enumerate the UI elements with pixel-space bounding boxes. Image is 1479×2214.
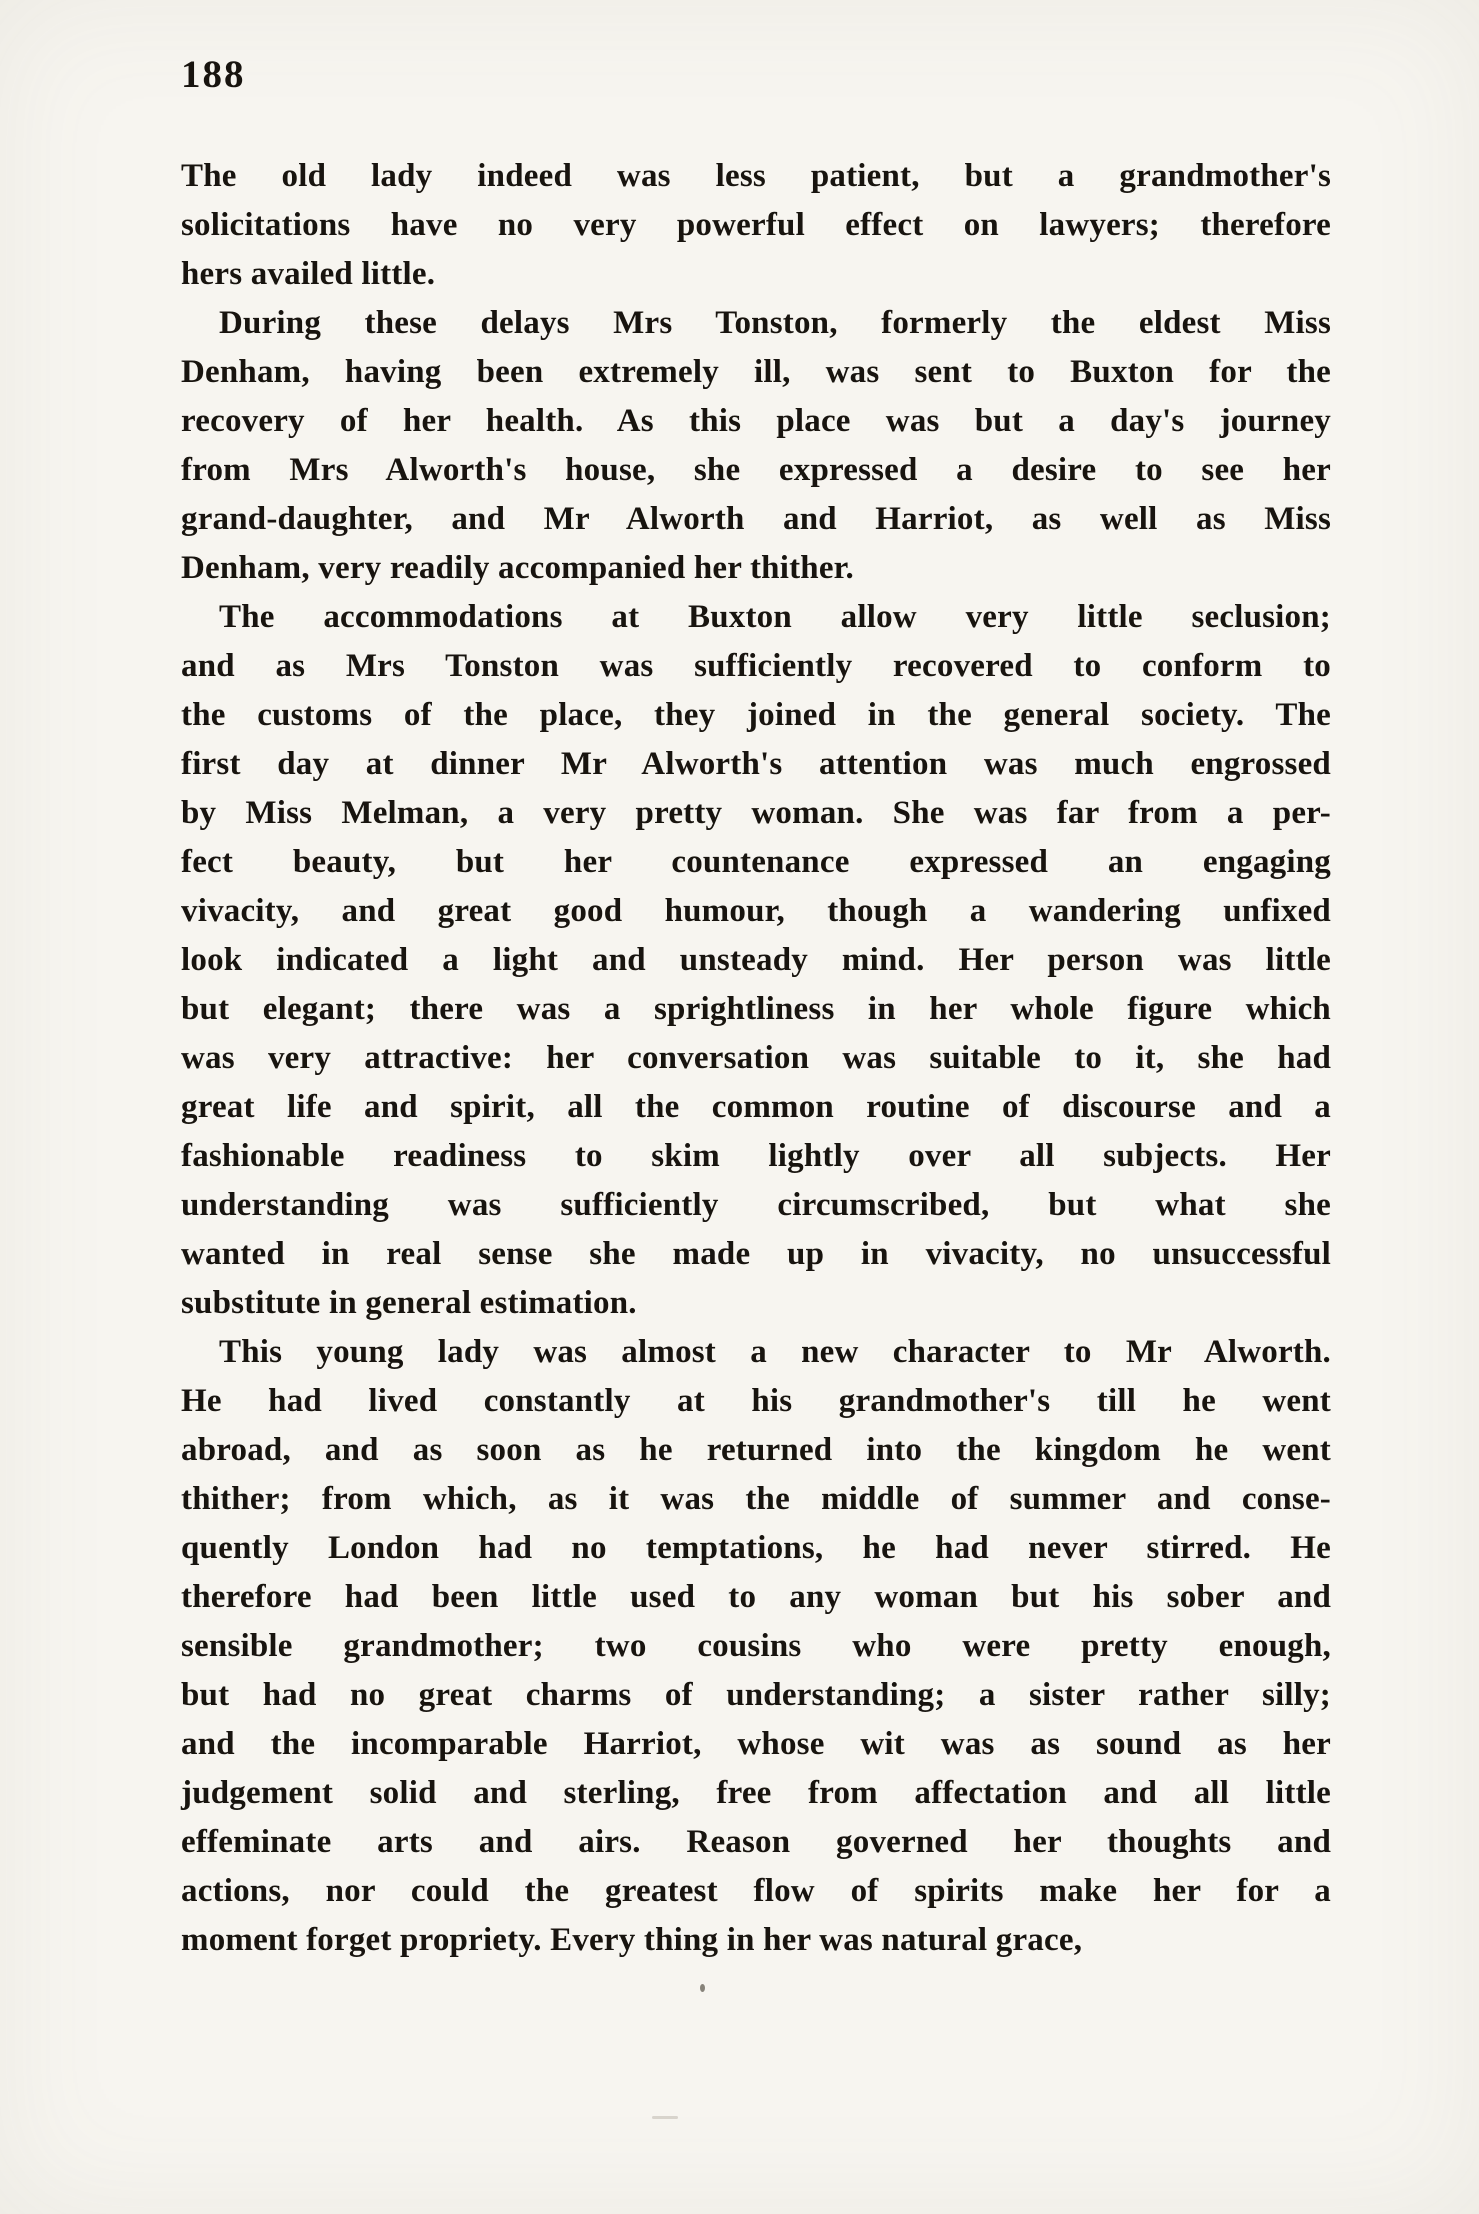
text-line: recovery of her health. As this place was but a day's journey	[181, 403, 1331, 439]
text-line: hers availed little.	[181, 256, 436, 292]
text-line: judgement solid and sterling, free from affectation and all little	[181, 1775, 1331, 1811]
scan-artifact-smudge	[652, 2116, 678, 2119]
body-text	[181, 152, 1331, 1965]
paragraph	[181, 152, 1331, 299]
text-line: actions, nor could the greatest flow of spirits make her for a	[181, 1873, 1331, 1909]
text-line: thither; from which, as it was the middle of summer and conse-	[181, 1481, 1331, 1517]
text-line: solicitations have no very powerful effect on lawyers; therefore	[181, 207, 1331, 243]
text-line: but elegant; there was a sprightliness in her whole figure which	[181, 991, 1331, 1027]
text-line: Denham, very readily accompanied her thither.	[181, 550, 854, 586]
text-line: look indicated a light and unsteady mind. Her person was little	[181, 942, 1331, 978]
text-line: the customs of the place, they joined in the general society. The	[181, 697, 1331, 733]
text-line: abroad, and as soon as he returned into the kingdom he went	[181, 1432, 1331, 1468]
text-line: grand-daughter, and Mr Alworth and Harriot, as well as Miss	[181, 501, 1331, 537]
text-line: The old lady indeed was less patient, but a grandmother's	[181, 158, 1331, 194]
paragraph	[181, 593, 1331, 1328]
text-line: substitute in general estimation.	[181, 1285, 637, 1321]
text-line: and the incomparable Harriot, whose wit was as sound as her	[181, 1726, 1331, 1762]
text-line: fect beauty, but her countenance expressed an engaging	[181, 844, 1331, 880]
page-number: 188	[181, 53, 246, 96]
text-line: The accommodations at Buxton allow very little seclusion;	[219, 599, 1331, 635]
text-line: from Mrs Alworth's house, she expressed a desire to see her	[181, 452, 1331, 488]
text-line: therefore had been little used to any woman but his sober and	[181, 1579, 1331, 1615]
text-line: Denham, having been extremely ill, was sent to Buxton for the	[181, 354, 1331, 390]
scan-artifact-dot	[700, 1984, 705, 1992]
text-line: was very attractive: her conversation was suitable to it, she had	[181, 1040, 1331, 1076]
text-line: effeminate arts and airs. Reason governed her thoughts and	[181, 1824, 1331, 1860]
text-line: but had no great charms of understanding; a sister rather silly;	[181, 1677, 1331, 1713]
text-line: During these delays Mrs Tonston, formerly the eldest Miss	[219, 305, 1331, 341]
text-line: great life and spirit, all the common routine of discourse and a	[181, 1089, 1331, 1125]
text-line: first day at dinner Mr Alworth's attention was much engrossed	[181, 746, 1331, 782]
text-line: vivacity, and great good humour, though a wandering unfixed	[181, 893, 1331, 929]
text-line: by Miss Melman, a very pretty woman. She was far from a per-	[181, 795, 1331, 831]
paragraph	[181, 299, 1331, 593]
text-line: and as Mrs Tonston was sufficiently recovered to conform to	[181, 648, 1331, 684]
text-line: moment forget propriety. Every thing in her was natural grace,	[181, 1922, 1083, 1958]
text-line: wanted in real sense she made up in vivacity, no unsuccessful	[181, 1236, 1331, 1272]
paragraph	[181, 1328, 1331, 1965]
text-line: understanding was sufficiently circumscribed, but what she	[181, 1187, 1331, 1223]
text-line: He had lived constantly at his grandmother's till he went	[181, 1383, 1331, 1419]
text-line: fashionable readiness to skim lightly over all subjects. Her	[181, 1138, 1331, 1174]
text-line: sensible grandmother; two cousins who were pretty enough,	[181, 1628, 1331, 1664]
text-line: quently London had no temptations, he had never stirred. He	[181, 1530, 1331, 1566]
text-line: This young lady was almost a new character to Mr Alworth.	[219, 1334, 1331, 1370]
